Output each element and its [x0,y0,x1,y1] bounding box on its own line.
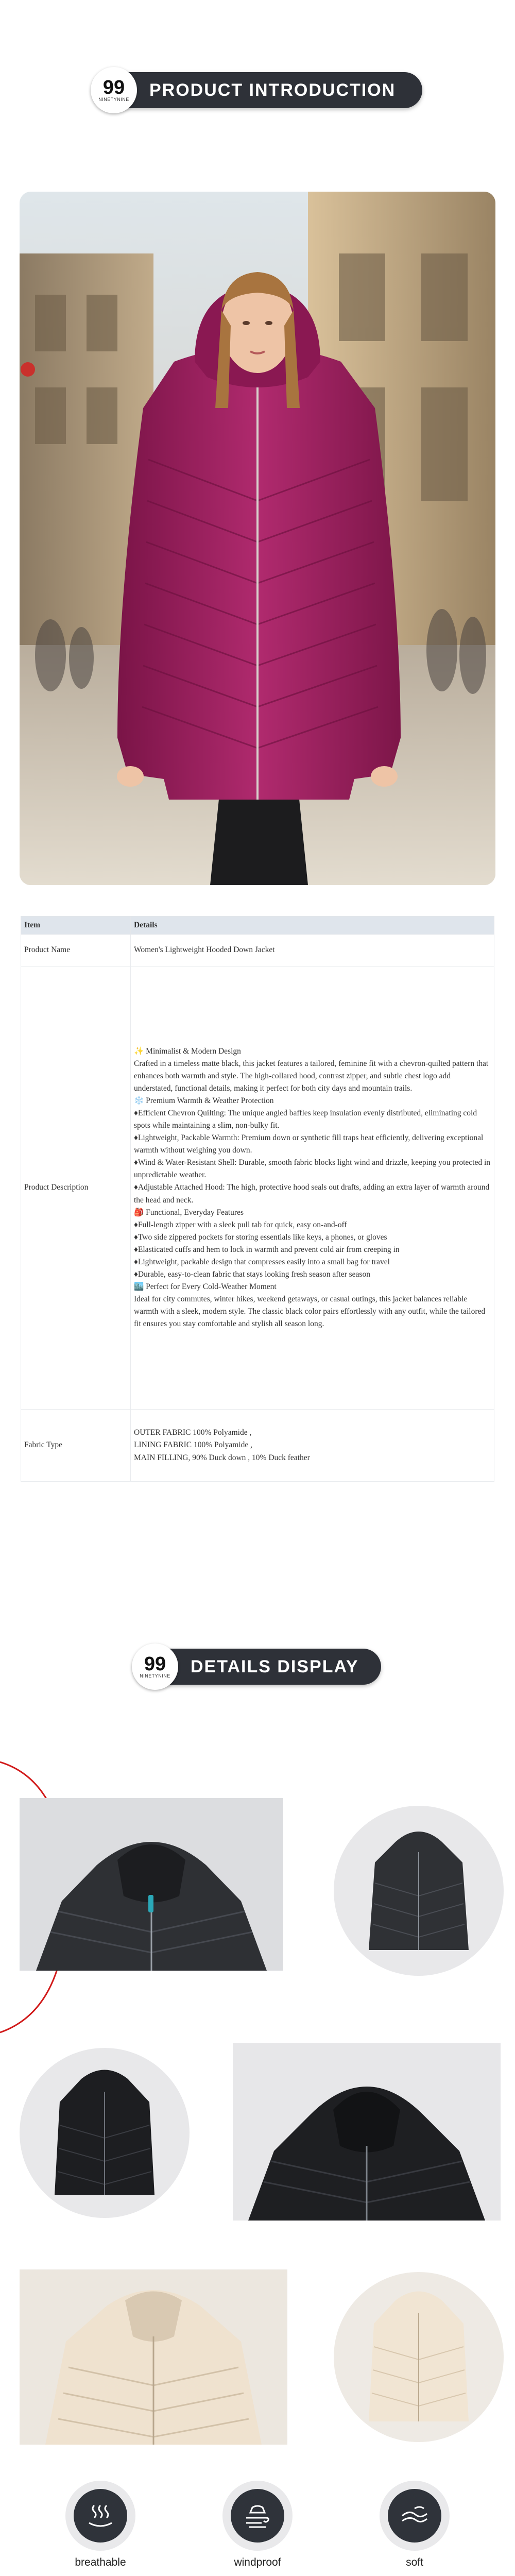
logo-number: 99 [144,1653,166,1675]
logo-number: 99 [102,77,125,98]
brand-logo [132,1643,178,1690]
feature-windproof [206,2481,309,2569]
desc-line: ♦Lightweight, packable design that compresses easily into a small bag for travel [134,1257,390,1266]
feature-breathable [49,2481,152,2569]
desc-line: ♦Adjustable Attached Hood: The high, protective hood seals out drafts, adding an extra layer of warmth around the head and neck. [134,1183,490,1205]
feature-label: breathable [75,2556,126,2568]
row-value-product-description [131,967,494,1410]
jacket-dark-front-illustration [334,1806,504,1976]
feature-soft [363,2481,466,2569]
logo-brand: NINETYNINE [98,97,129,102]
desc-line: 🏙️ Perfect for Every Cold-Weather Moment [134,1282,277,1291]
desc-line: ✨ Minimalist & Modern Design [134,1047,241,1056]
fabric-line: MAIN FILLING, 90% Duck down , 10% Duck feather [134,1453,310,1462]
desc-line: Ideal for city commutes, winter hikes, weekend getaways, or casual outings, this jacket balances reliable warmth with a sleek, modern style. The classic black color pairs effortlessly with any outfit, while the tailored fit ensures you stay comfortable and stylish all season long. [134,1294,486,1328]
table-header-row [21,917,494,935]
logo-brand: NINETYNINE [140,1673,170,1679]
brand-logo [91,67,137,113]
desc-line: ♦Lightweight, Packable Warmth: Premium down or synthetic fill traps heat efficiently, delivering exceptional warmth without weighing you down. [134,1133,484,1155]
detail-photo-black-front [20,2048,190,2218]
detail-photo-dark-hood [20,1798,283,1971]
hero-photo [20,192,495,885]
desc-line: ♦Wind & Water-Resistant Shell: Durable, smooth fabric blocks light wind and drizzle, keeping you protected in unpredictable weather. [134,1158,491,1180]
section-header-details [134,1649,381,1685]
desc-line: 🎒 Functional, Everyday Features [134,1208,244,1217]
detail-photo-cream-full [334,2272,504,2442]
table-row [21,1410,494,1482]
soft-icon [399,2500,430,2531]
row-value-fabric-type [131,1410,494,1482]
row-label-product-name: Product Name [21,935,131,967]
product-spec-table [21,916,494,1482]
table-row [21,935,494,967]
hero-photo-illustration [20,192,495,885]
row-label-product-description: Product Description [21,967,131,1410]
section-title-details: DETAILS DISPLAY [191,1656,359,1676]
feature-label: soft [406,2556,423,2568]
desc-line: ♦Elasticated cuffs and hem to lock in warmth and prevent cold air from creeping in [134,1245,400,1254]
desc-line: ♦Efficient Chevron Quilting: The unique angled baffles keep insulation evenly distributed, eliminating cold spots while maintaining a slim, non-bulky fit. [134,1109,477,1130]
table-header-details: Details [131,917,494,935]
jacket-black-hood-illustration [233,2043,501,2221]
section-title-intro: PRODUCT INTRODUCTION [149,80,396,100]
breathable-icon [85,2500,116,2531]
desc-line: ♦Two side zippered pockets for storing essentials like keys, a phones, or gloves [134,1232,387,1242]
fabric-line: OUTER FABRIC 100% Polyamide , [134,1428,252,1437]
desc-line: ♦Full-length zipper with a sleek pull tab for quick, easy on-and-off [134,1220,347,1229]
detail-photo-cream-front [20,2269,287,2445]
jacket-cream-front-illustration [20,2269,287,2445]
row-value-product-name: Women's Lightweight Hooded Down Jacket [131,935,494,967]
table-header-item: Item [21,917,131,935]
desc-line: ❄️ Premium Warmth & Weather Protection [134,1096,274,1106]
desc-line: Crafted in a timeless matte black, this jacket features a tailored, feminine fit with a chevron-quilted pattern that enhances both warmth and style. The high-collared hood, contrast zipper, and subtle chest logo add understated, functional details, making it perfect for both city days and mountain trails. [134,1059,489,1093]
row-label-fabric-type: Fabric Type [21,1410,131,1482]
windproof-icon [242,2500,273,2531]
table-row [21,967,494,1410]
detail-photo-black-hood [233,2043,501,2221]
jacket-cream-full-illustration [334,2272,504,2442]
jacket-dark-hood-illustration [20,1798,283,1971]
section-header-intro [93,72,422,108]
jacket-black-front-illustration [20,2048,190,2218]
feature-label: windproof [234,2556,281,2568]
detail-photo-dark-front [334,1806,504,1976]
fabric-line: LINING FABRIC 100% Polyamide , [134,1440,253,1450]
desc-line: ♦Durable, easy-to-clean fabric that stays looking fresh season after season [134,1269,370,1279]
